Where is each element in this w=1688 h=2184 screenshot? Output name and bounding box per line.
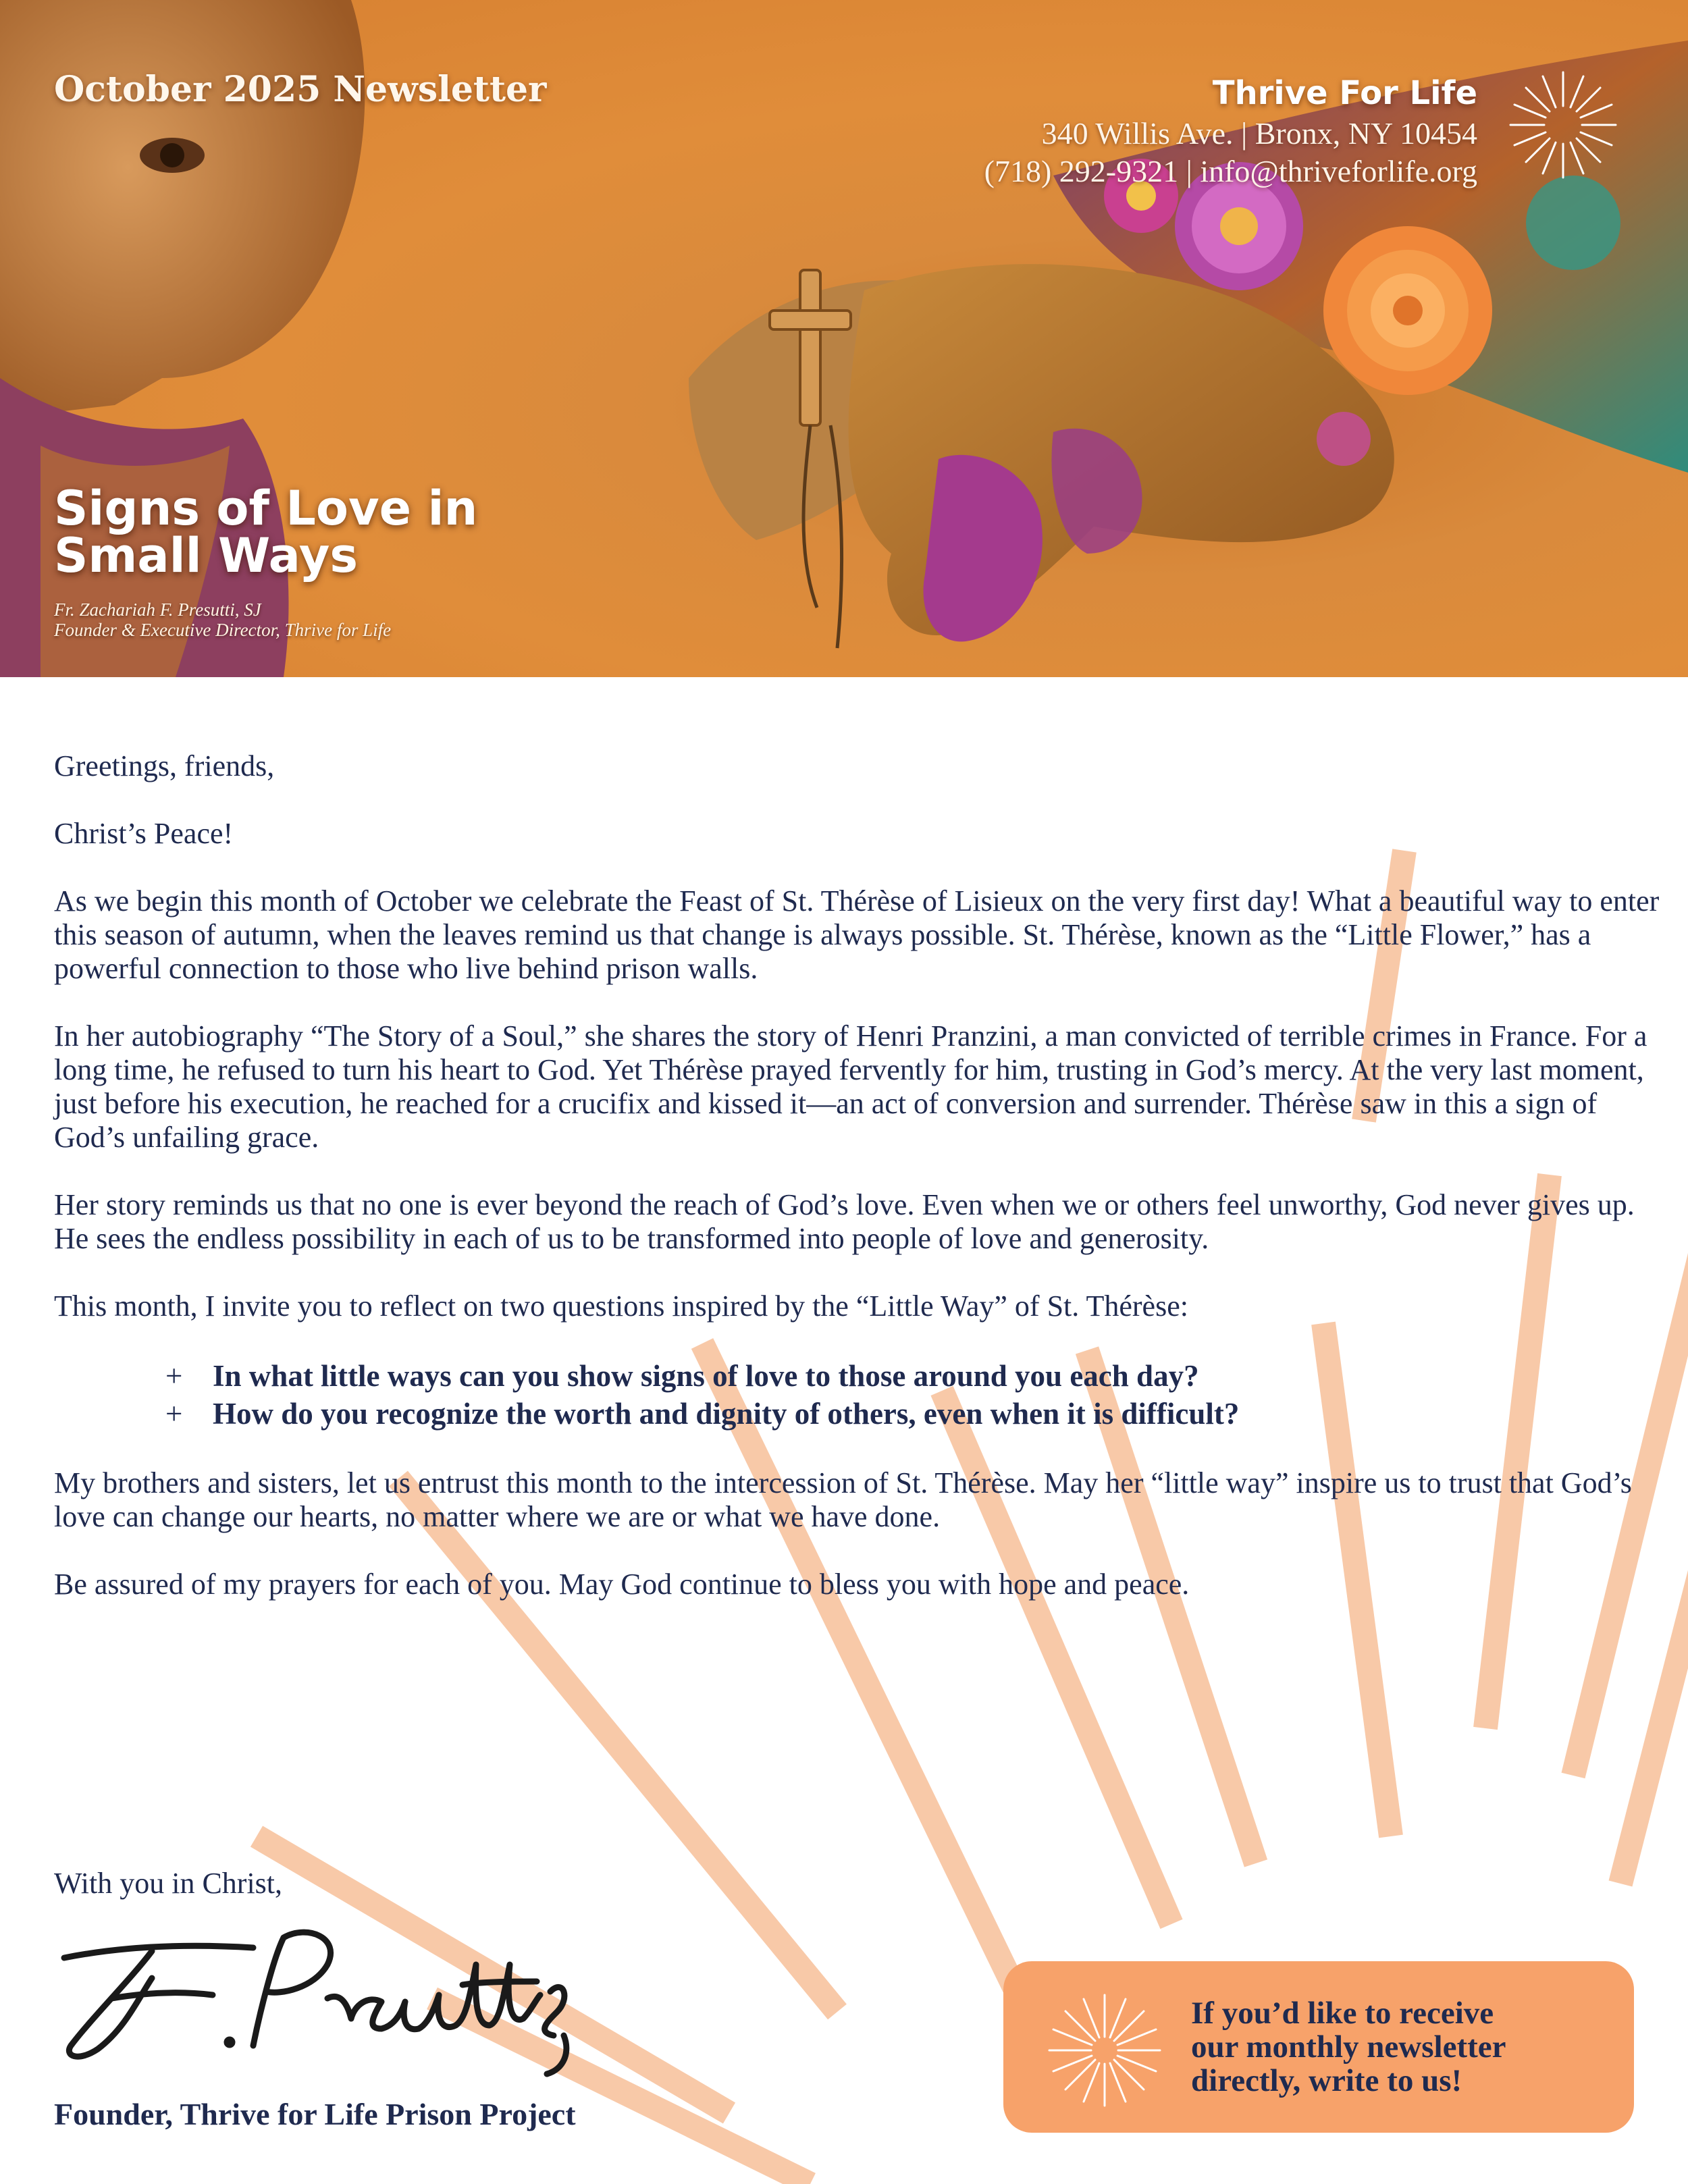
author-role: Founder & Executive Director, Thrive for Life: [54, 620, 392, 640]
greeting: Greetings, friends,: [54, 749, 275, 782]
list-item: [54, 1395, 1661, 1433]
question-2: How do you recognize the worth and dignity of others, even when it is difficult?: [213, 1397, 1240, 1431]
plus-bullet-icon: +: [165, 1397, 183, 1431]
author-name: Fr. Zachariah F. Presutti, SJ: [54, 600, 261, 620]
title-line-1: Signs of Love in: [54, 481, 478, 536]
paragraph-2: In her autobiography “The Story of a Soul,” she shares the story of Henri Pranzini, a man convicted of terrible crimes in France. For a long time, he refused to turn his heart to God. Yet Thérèse prayed fervently for him, trusting in God’s mercy. At the very last moment, just before his execution, he reached for a crucifix and kissed it—an act of conversion and surrender. Thérèse saw in this a sign of God’s unfailing grace.: [54, 1019, 1647, 1154]
newsletter-issue: October 2025 Newsletter: [54, 69, 547, 110]
sun-logo-icon: [1506, 68, 1620, 182]
paragraph-1: As we begin this month of October we celebrate the Feast of St. Thérèse of Lisieux on the very first day! What a beautiful way to enter this season of autumn, when the leaves remind us that change is always possible. St. Thérèse, known as the “Little Flower,” has a powerful connection to those who live behind prison walls.: [54, 884, 1660, 985]
girl-portrait: [0, 0, 365, 419]
byline: [54, 600, 391, 640]
title-line-2: Small Ways: [54, 528, 359, 583]
newsletter-subscribe-box: [1003, 1961, 1634, 2133]
letter-body: [54, 749, 1661, 1635]
paragraph-5: My brothers and sisters, let us entrust this month to the intercession of St. Thérèse. May her “little way” inspire us to trust that God’s love can change our hearts, no matter where we are or what we have done.: [54, 1466, 1632, 1533]
founder-title: Founder, Thrive for Life Prison Project: [54, 2097, 576, 2131]
cta-line-2: our monthly newsletter: [1191, 2029, 1506, 2065]
sun-icon: [1044, 1990, 1165, 2111]
article-title: [54, 481, 478, 583]
list-item: [54, 1357, 1661, 1395]
question-1: In what little ways can you show signs of love to those around you each day?: [213, 1359, 1199, 1393]
closing-line: With you in Christ,: [54, 1867, 283, 1900]
paragraph-6: Be assured of my prayers for each of you. May God continue to bless you with hope and peace.: [54, 1568, 1190, 1601]
org-name: Thrive For Life: [1212, 74, 1477, 112]
peace-line: Christ’s Peace!: [54, 817, 234, 850]
cta-line-3: directly, write to us!: [1191, 2063, 1462, 2098]
org-contact: [984, 115, 1477, 190]
orange-dahlia-flower: [1323, 226, 1492, 395]
org-address: 340 Willis Ave. | Bronx, NY 10454: [1041, 116, 1477, 151]
header-banner: [0, 0, 1688, 677]
plus-bullet-icon: +: [165, 1359, 183, 1393]
subscribe-message: [1191, 1996, 1506, 2098]
reflection-questions: [54, 1357, 1661, 1433]
cta-line-1: If you’d like to receive: [1191, 1996, 1494, 2031]
paragraph-4: This month, I invite you to reflect on two questions inspired by the “Little Way” of St. Thérèse:: [54, 1289, 1188, 1323]
org-phone-email: (718) 292-9321 | info@thriveforlife.org: [984, 154, 1477, 188]
handwritten-signature: [51, 1917, 577, 2079]
paragraph-3: Her story reminds us that no one is ever beyond the reach of God’s love. Even when we or others feel unworthy, God never gives up. He sees the endless possibility in each of us to be transformed into people of love and generosity.: [54, 1188, 1635, 1255]
